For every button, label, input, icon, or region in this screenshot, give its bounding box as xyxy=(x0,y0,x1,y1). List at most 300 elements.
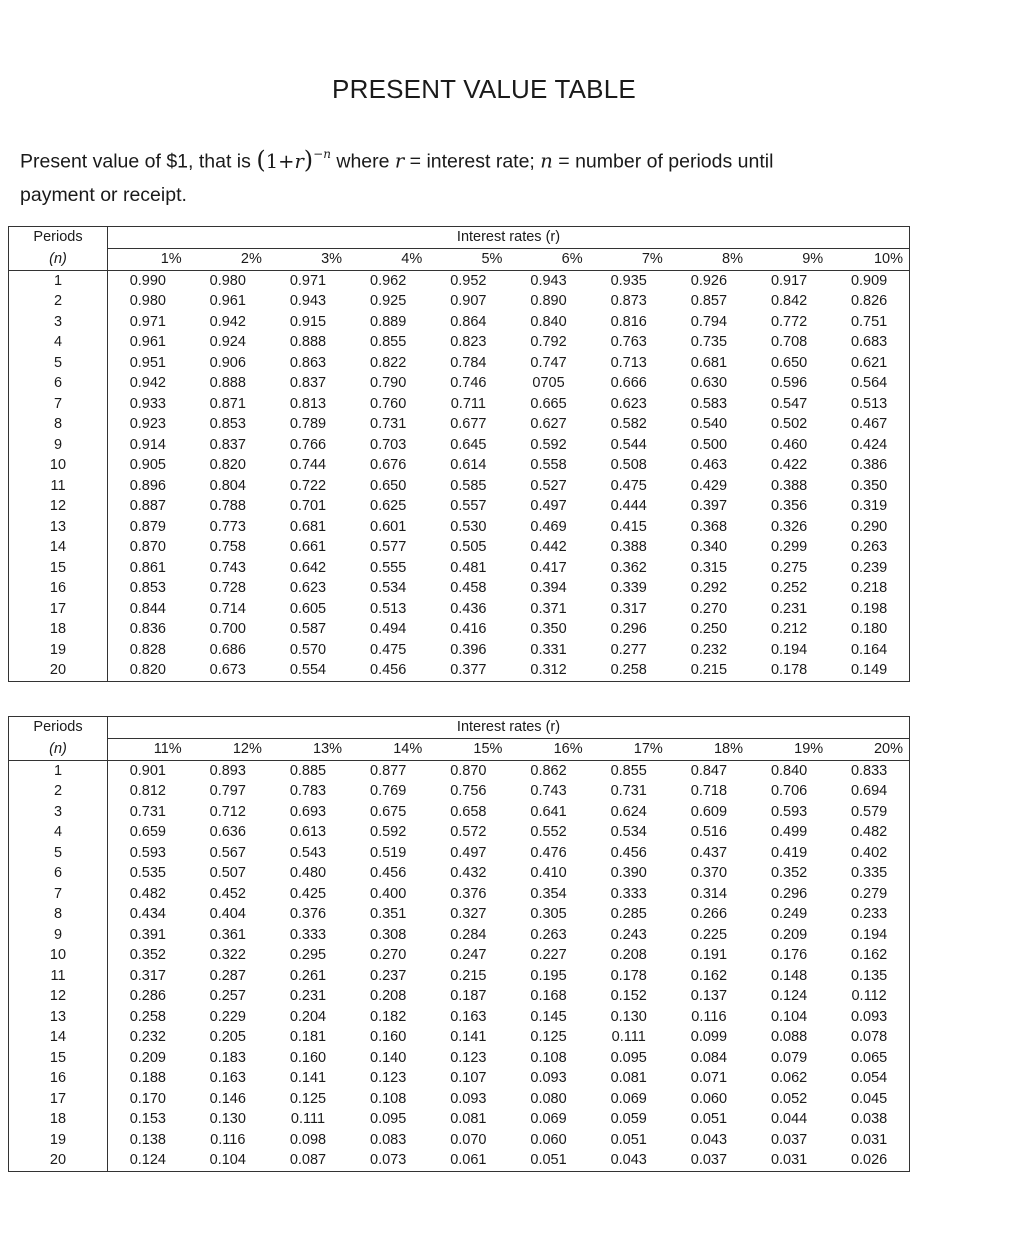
pv-value-cell: 0.623 xyxy=(289,580,327,596)
pv-value-cell: 0.437 xyxy=(690,844,728,861)
rate-header: 5% xyxy=(428,248,508,270)
rate-header: 2% xyxy=(188,248,268,270)
pv-value-cell: 0.500 xyxy=(690,436,728,453)
pv-value-cell: 0.863 xyxy=(289,354,327,371)
pv-value-cell: 0.258 xyxy=(610,662,647,678)
pv-value-cell: 0.376 xyxy=(450,885,487,902)
pv-value-cell: 0.138 xyxy=(129,1131,166,1148)
pv-value-cell: 0.391 xyxy=(129,926,166,943)
periods-header: Periods xyxy=(9,227,108,249)
pv-value-cell: 0.191 xyxy=(690,947,728,963)
pv-value-cell: 0.731 xyxy=(370,416,407,432)
pv-value-cell: 0.205 xyxy=(209,1029,246,1045)
pv-value-cell: 0.339 xyxy=(610,580,647,596)
pv-value-cell: 0.218 xyxy=(850,580,888,596)
pv-value-cell: 0.326 xyxy=(770,518,808,535)
pv-value-cell: 0.170 xyxy=(129,1090,166,1107)
pv-value-cell: 0.140 xyxy=(370,1049,407,1066)
pv-value-cell: 0.609 xyxy=(690,803,728,820)
pv-value-cell: 0.914 xyxy=(129,436,166,453)
pv-value-cell: 0.317 xyxy=(129,967,166,984)
pv-value-cell: 0.772 xyxy=(770,313,808,330)
table-row xyxy=(9,619,910,640)
pv-value-cell: 0.080 xyxy=(530,1090,567,1107)
pv-value-cell: 0.180 xyxy=(850,621,888,637)
pv-value-cell: 0.444 xyxy=(610,498,647,514)
period-cell: 3 xyxy=(9,312,108,333)
period-cell: 19 xyxy=(9,1130,108,1151)
pv-value-cell: 0.417 xyxy=(530,559,567,576)
pv-value-cell: 0.178 xyxy=(610,967,647,984)
pv-value-cell: 0.295 xyxy=(289,947,327,963)
pv-value-cell: 0.555 xyxy=(370,559,407,576)
pv-value-cell: 0.840 xyxy=(530,313,567,330)
pv-value-cell: 0.146 xyxy=(209,1090,246,1107)
pv-value-cell: 0.340 xyxy=(690,539,728,555)
table-row xyxy=(9,476,910,497)
pv-value-cell: 0.659 xyxy=(129,824,166,840)
pv-value-cell: 0.747 xyxy=(530,354,567,371)
period-cell: 18 xyxy=(9,619,108,640)
pv-value-cell: 0.519 xyxy=(370,844,407,861)
pv-value-cell: 0.840 xyxy=(770,762,808,779)
pv-value-cell: 0.125 xyxy=(530,1029,567,1045)
page-title: PRESENT VALUE TABLE xyxy=(332,74,636,104)
table-row xyxy=(9,414,910,435)
pv-value-cell: 0.681 xyxy=(690,354,728,371)
pv-value-cell: 0.390 xyxy=(610,865,647,881)
pv-value-cell: 0.059 xyxy=(610,1111,647,1127)
pv-value-cell: 0.743 xyxy=(530,783,567,799)
pv-value-cell: 0.822 xyxy=(370,354,407,371)
pv-value-cell: 0.756 xyxy=(450,783,487,799)
pv-value-cell: 0.744 xyxy=(289,457,327,473)
pv-value-cell: 0.239 xyxy=(850,559,888,576)
table-row xyxy=(9,373,910,394)
pv-value-cell: 0.231 xyxy=(289,988,327,1004)
pv-value-cell: 0.315 xyxy=(690,559,728,576)
pv-value-cell: 0.797 xyxy=(209,783,246,799)
pv-value-cell: 0.870 xyxy=(129,539,166,555)
period-cell: 12 xyxy=(9,986,108,1007)
pv-value-cell: 0.069 xyxy=(530,1111,567,1127)
pv-value-cell: 0.060 xyxy=(530,1131,567,1148)
pv-value-cell: 0.182 xyxy=(370,1008,407,1025)
table-row xyxy=(9,578,910,599)
rate-header: 9% xyxy=(749,248,829,270)
pv-value-cell: 0.693 xyxy=(289,803,327,820)
pv-value-cell: 0.350 xyxy=(530,621,567,637)
pv-value-cell: 0.416 xyxy=(450,621,487,637)
pv-value-cell: 0.104 xyxy=(770,1008,808,1025)
pv-value-cell: 0.675 xyxy=(370,803,407,820)
pv-value-cell: 0.683 xyxy=(850,334,888,350)
period-cell: 1 xyxy=(9,760,108,781)
pv-value-cell: 0.162 xyxy=(850,947,888,963)
pv-value-cell: 0.111 xyxy=(290,1111,326,1127)
pv-value-cell: 0.534 xyxy=(610,824,647,840)
pv-value-cell: 0.530 xyxy=(450,518,487,535)
pv-value-cell: 0.885 xyxy=(289,762,327,779)
period-cell: 2 xyxy=(9,781,108,802)
pv-value-cell: 0.225 xyxy=(690,926,728,943)
pv-value-cell: 0.888 xyxy=(209,375,246,391)
pv-value-cell: 0.942 xyxy=(129,375,166,391)
pv-value-cell: 0.370 xyxy=(690,865,728,881)
pv-value-cell: 0.263 xyxy=(530,926,567,943)
pv-value-cell: 0.098 xyxy=(289,1131,327,1148)
n-header: (n) xyxy=(9,248,108,270)
pv-value-cell: 0.137 xyxy=(690,988,728,1004)
table-row xyxy=(9,1130,910,1151)
pv-value-cell: 0.877 xyxy=(370,762,407,779)
pv-value-cell: 0.812 xyxy=(129,783,166,799)
pv-value-cell: 0.026 xyxy=(850,1152,888,1168)
pv-value-cell: 0.377 xyxy=(450,662,487,678)
pv-value-cell: 0.194 xyxy=(770,641,808,658)
table-row xyxy=(9,1109,910,1130)
pv-value-cell: 0.212 xyxy=(770,621,808,637)
pv-value-cell: 0.112 xyxy=(851,988,887,1004)
table-rates-row xyxy=(9,248,910,270)
pv-value-cell: 0.901 xyxy=(129,762,166,779)
pv-value-cell: 0.700 xyxy=(209,621,246,637)
pv-value-cell: 0.557 xyxy=(450,498,487,514)
pv-value-cell: 0.513 xyxy=(370,600,407,617)
pv-value-cell: 0.794 xyxy=(690,313,728,330)
table-row xyxy=(9,455,910,476)
pv-value-cell: 0.209 xyxy=(129,1049,166,1066)
pv-value-cell: 0.322 xyxy=(209,947,246,963)
pv-value-cell: 0.567 xyxy=(209,844,246,861)
pv-value-cell: 0.961 xyxy=(209,293,246,309)
pv-value-cell: 0.317 xyxy=(610,600,647,617)
pv-value-cell: 0.482 xyxy=(850,824,888,840)
pv-value-cell: 0.215 xyxy=(690,662,728,678)
table-row xyxy=(9,599,910,620)
pv-value-cell: 0.915 xyxy=(289,313,327,330)
period-cell: 3 xyxy=(9,802,108,823)
pv-value-cell: 0.507 xyxy=(209,865,246,881)
period-cell: 6 xyxy=(9,373,108,394)
intro-n-definition: = number of periods until xyxy=(558,150,774,173)
pv-value-cell: 0.855 xyxy=(610,762,647,779)
period-cell: 5 xyxy=(9,843,108,864)
pv-value-cell: 0.279 xyxy=(850,885,888,902)
period-cell: 17 xyxy=(9,599,108,620)
period-cell: 11 xyxy=(9,476,108,497)
table-row xyxy=(9,1089,910,1110)
pv-value-cell: 0.980 xyxy=(209,272,246,289)
pv-value-cell: 0.665 xyxy=(530,395,567,412)
pv-value-cell: 0.376 xyxy=(289,906,327,922)
pv-value-cell: 0.585 xyxy=(450,477,487,494)
pv-formula: $(1+r)^{-n}$ xyxy=(256,145,331,174)
pv-value-cell: 0.804 xyxy=(209,477,246,494)
table-header-row xyxy=(9,717,910,739)
pv-value-cell: 0.888 xyxy=(289,334,327,350)
period-cell: 10 xyxy=(9,455,108,476)
pv-value-cell: 0.833 xyxy=(850,762,888,779)
table-row xyxy=(9,312,910,333)
pv-value-cell: 0.816 xyxy=(610,313,647,330)
pv-value-cell: 0.645 xyxy=(450,436,487,453)
pv-value-cell: 0.429 xyxy=(690,477,728,494)
pv-value-cell: 0.356 xyxy=(770,498,808,514)
pv-value-cell: 0.547 xyxy=(770,395,808,412)
pv-value-cell: 0.694 xyxy=(850,783,888,799)
pv-value-cell: 0.247 xyxy=(450,947,487,963)
pv-value-cell: 0.296 xyxy=(610,621,647,637)
pv-value-cell: 0.232 xyxy=(690,641,728,658)
rate-header: 13% xyxy=(268,738,348,760)
pv-value-cell: 0.208 xyxy=(610,947,647,963)
pv-value-cell: 0.243 xyxy=(610,926,647,943)
pv-value-cell: 0.540 xyxy=(690,416,728,432)
pv-value-cell: 0.513 xyxy=(850,395,888,412)
pv-value-cell: 0.650 xyxy=(370,477,407,494)
pv-value-cell: 0.962 xyxy=(370,272,407,289)
pv-value-cell: 0.943 xyxy=(530,272,567,289)
pv-value-cell: 0.558 xyxy=(530,457,567,473)
pv-value-cell: 0.625 xyxy=(370,498,407,514)
pv-value-cell: 0.168 xyxy=(530,988,567,1004)
pv-value-cell: 0.864 xyxy=(450,313,487,330)
pv-value-cell: 0.095 xyxy=(610,1049,647,1066)
pv-value-cell: 0705 xyxy=(532,375,565,391)
n-header: (n) xyxy=(9,738,108,760)
pv-value-cell: 0.516 xyxy=(690,824,728,840)
pv-value-cell: 0.951 xyxy=(129,354,166,371)
pv-value-cell: 0.482 xyxy=(129,885,166,902)
pv-value-cell: 0.354 xyxy=(530,885,567,902)
pv-value-cell: 0.857 xyxy=(690,293,728,309)
pv-value-cell: 0.855 xyxy=(370,334,407,350)
period-cell: 4 xyxy=(9,822,108,843)
pv-value-cell: 0.257 xyxy=(209,988,246,1004)
pv-value-cell: 0.071 xyxy=(690,1070,728,1086)
period-cell: 9 xyxy=(9,435,108,456)
pv-value-cell: 0.394 xyxy=(530,580,567,596)
intro-prefix: Present value of $1, that is xyxy=(20,150,251,173)
pv-value-cell: 0.388 xyxy=(770,477,808,494)
table-row xyxy=(9,925,910,946)
period-cell: 7 xyxy=(9,394,108,415)
pv-value-cell: 0.352 xyxy=(770,865,808,881)
pv-value-cell: 0.286 xyxy=(129,988,166,1004)
pv-value-cell: 0.052 xyxy=(770,1090,808,1107)
pv-value-cell: 0.233 xyxy=(850,906,888,922)
period-cell: 12 xyxy=(9,496,108,517)
pv-value-cell: 0.208 xyxy=(370,988,407,1004)
intro-line2: payment or receipt. xyxy=(20,183,187,206)
pv-value-cell: 0.596 xyxy=(770,375,808,391)
pv-value-cell: 0.751 xyxy=(850,313,888,330)
pv-value-cell: 0.093 xyxy=(850,1008,888,1025)
period-cell: 2 xyxy=(9,291,108,312)
pv-value-cell: 0.148 xyxy=(770,967,808,984)
pv-value-cell: 0.763 xyxy=(610,334,647,350)
pv-value-cell: 0.104 xyxy=(209,1152,246,1168)
table-row xyxy=(9,537,910,558)
pv-value-cell: 0.397 xyxy=(690,498,728,514)
pv-value-cell: 0.051 xyxy=(610,1131,647,1148)
pv-value-cell: 0.456 xyxy=(370,662,407,678)
pv-value-cell: 0.252 xyxy=(770,580,808,596)
pv-value-cell: 0.943 xyxy=(289,293,327,309)
pv-value-cell: 0.853 xyxy=(209,416,246,432)
pv-value-cell: 0.460 xyxy=(770,436,808,453)
period-cell: 9 xyxy=(9,925,108,946)
pv-value-cell: 0.442 xyxy=(530,539,567,555)
pv-value-cell: 0.924 xyxy=(209,334,246,350)
period-cell: 18 xyxy=(9,1109,108,1130)
pv-value-cell: 0.837 xyxy=(289,375,327,391)
pv-value-cell: 0.813 xyxy=(289,395,327,412)
pv-value-cell: 0.820 xyxy=(209,457,246,473)
rate-header: 6% xyxy=(508,248,588,270)
table-row xyxy=(9,1027,910,1048)
pv-value-cell: 0.828 xyxy=(129,641,166,658)
pv-value-cell: 0.708 xyxy=(770,334,808,350)
pv-value-cell: 0.141 xyxy=(289,1070,327,1086)
pv-value-cell: 0.773 xyxy=(209,518,246,535)
pv-value-cell: 0.494 xyxy=(370,621,407,637)
rate-header: 4% xyxy=(348,248,428,270)
table-row xyxy=(9,1150,910,1171)
pv-value-cell: 0.181 xyxy=(289,1029,327,1045)
pv-value-cell: 0.476 xyxy=(530,844,567,861)
table-row xyxy=(9,435,910,456)
pv-value-cell: 0.060 xyxy=(690,1090,728,1107)
period-cell: 6 xyxy=(9,863,108,884)
pv-value-cell: 0.783 xyxy=(289,783,327,799)
table-row xyxy=(9,496,910,517)
pv-value-cell: 0.065 xyxy=(850,1049,888,1066)
pv-value-cell: 0.152 xyxy=(610,988,647,1004)
period-cell: 13 xyxy=(9,517,108,538)
pv-value-cell: 0.456 xyxy=(370,865,407,881)
pv-value-cell: 0.889 xyxy=(370,313,407,330)
table-header-row xyxy=(9,227,910,249)
table-row xyxy=(9,904,910,925)
pv-value-cell: 0.043 xyxy=(610,1152,647,1168)
pv-value-cell: 0.305 xyxy=(530,906,567,922)
table-row xyxy=(9,1048,910,1069)
pv-value-cell: 0.971 xyxy=(129,313,166,330)
pv-value-cell: 0.769 xyxy=(370,783,407,799)
pv-value-cell: 0.497 xyxy=(530,498,567,514)
pv-value-cell: 0.907 xyxy=(450,293,487,309)
rate-header: 16% xyxy=(508,738,588,760)
pv-value-cell: 0.368 xyxy=(690,518,728,535)
pv-value-cell: 0.204 xyxy=(289,1008,327,1025)
pv-value-cell: 0.415 xyxy=(610,518,647,535)
period-cell: 8 xyxy=(9,414,108,435)
pv-value-cell: 0.149 xyxy=(850,662,888,678)
pv-value-cell: 0.419 xyxy=(770,844,808,861)
rate-header: 14% xyxy=(348,738,428,760)
pv-value-cell: 0.162 xyxy=(690,967,728,984)
pv-value-cell: 0.237 xyxy=(370,967,407,984)
pv-value-cell: 0.160 xyxy=(370,1029,407,1045)
pv-value-cell: 0.677 xyxy=(450,416,487,432)
pv-value-cell: 0.673 xyxy=(209,662,246,678)
pv-value-cell: 0.587 xyxy=(289,621,327,637)
table-row xyxy=(9,558,910,579)
pv-value-cell: 0.187 xyxy=(450,988,487,1004)
pv-value-cell: 0.432 xyxy=(450,865,487,881)
table-row xyxy=(9,863,910,884)
pv-value-cell: 0.627 xyxy=(530,416,567,432)
pv-value-cell: 0.070 xyxy=(450,1131,487,1148)
period-cell: 5 xyxy=(9,353,108,374)
table-row xyxy=(9,760,910,781)
pv-value-cell: 0.266 xyxy=(690,906,728,922)
pv-value-cell: 0.469 xyxy=(530,518,567,535)
pv-value-cell: 0.229 xyxy=(209,1008,246,1025)
pv-value-cell: 0.933 xyxy=(129,395,166,412)
pv-value-cell: 0.388 xyxy=(610,539,647,555)
pv-value-cell: 0.285 xyxy=(610,906,647,922)
pv-value-cell: 0.452 xyxy=(209,885,246,902)
period-cell: 16 xyxy=(9,1068,108,1089)
pv-value-cell: 0.261 xyxy=(289,967,327,984)
pv-value-cell: 0.314 xyxy=(690,885,728,902)
period-cell: 10 xyxy=(9,945,108,966)
rate-header: 10% xyxy=(829,248,909,270)
pv-value-cell: 0.623 xyxy=(610,395,647,412)
pv-value-cell: 0.176 xyxy=(770,947,808,963)
periods-header: Periods xyxy=(9,717,108,739)
pv-value-cell: 0.312 xyxy=(530,662,567,678)
pv-value-cell: 0.045 xyxy=(850,1090,888,1107)
pv-value-cell: 0.650 xyxy=(770,354,808,371)
pv-value-cell: 0.124 xyxy=(129,1152,166,1168)
pv-value-cell: 0.038 xyxy=(850,1111,888,1127)
period-cell: 8 xyxy=(9,904,108,925)
table-row xyxy=(9,291,910,312)
pv-value-cell: 0.502 xyxy=(770,416,808,432)
pv-value-cell: 0.099 xyxy=(690,1029,728,1045)
pv-value-cell: 0.534 xyxy=(370,580,407,596)
pv-value-cell: 0.614 xyxy=(450,457,487,473)
rate-header: 17% xyxy=(589,738,669,760)
pv-value-cell: 0.792 xyxy=(530,334,567,350)
pv-value-cell: 0.527 xyxy=(530,477,567,494)
pv-value-cell: 0.917 xyxy=(770,272,808,289)
pv-value-cell: 0.926 xyxy=(690,272,728,289)
pv-value-cell: 0.844 xyxy=(129,600,166,617)
pv-value-cell: 0.544 xyxy=(610,436,647,453)
rate-header: 11% xyxy=(108,738,188,760)
pv-value-cell: 0.095 xyxy=(370,1111,407,1127)
pv-value-cell: 0.731 xyxy=(610,783,647,799)
pv-value-cell: 0.410 xyxy=(530,865,567,881)
pv-value-cell: 0.299 xyxy=(770,539,808,555)
pv-value-cell: 0.123 xyxy=(450,1049,487,1066)
pv-value-cell: 0.258 xyxy=(129,1008,166,1025)
pv-value-cell: 0.194 xyxy=(850,926,888,943)
pv-value-cell: 0.275 xyxy=(770,559,808,576)
pv-value-cell: 0.386 xyxy=(850,457,888,473)
pv-value-cell: 0.209 xyxy=(770,926,808,943)
intro-rate-definition: = interest rate; xyxy=(409,150,535,173)
pv-value-cell: 0.263 xyxy=(850,539,888,555)
pv-value-cell: 0.463 xyxy=(690,457,728,473)
pv-value-cell: 0.990 xyxy=(129,272,166,289)
pv-value-cell: 0.088 xyxy=(770,1029,808,1045)
